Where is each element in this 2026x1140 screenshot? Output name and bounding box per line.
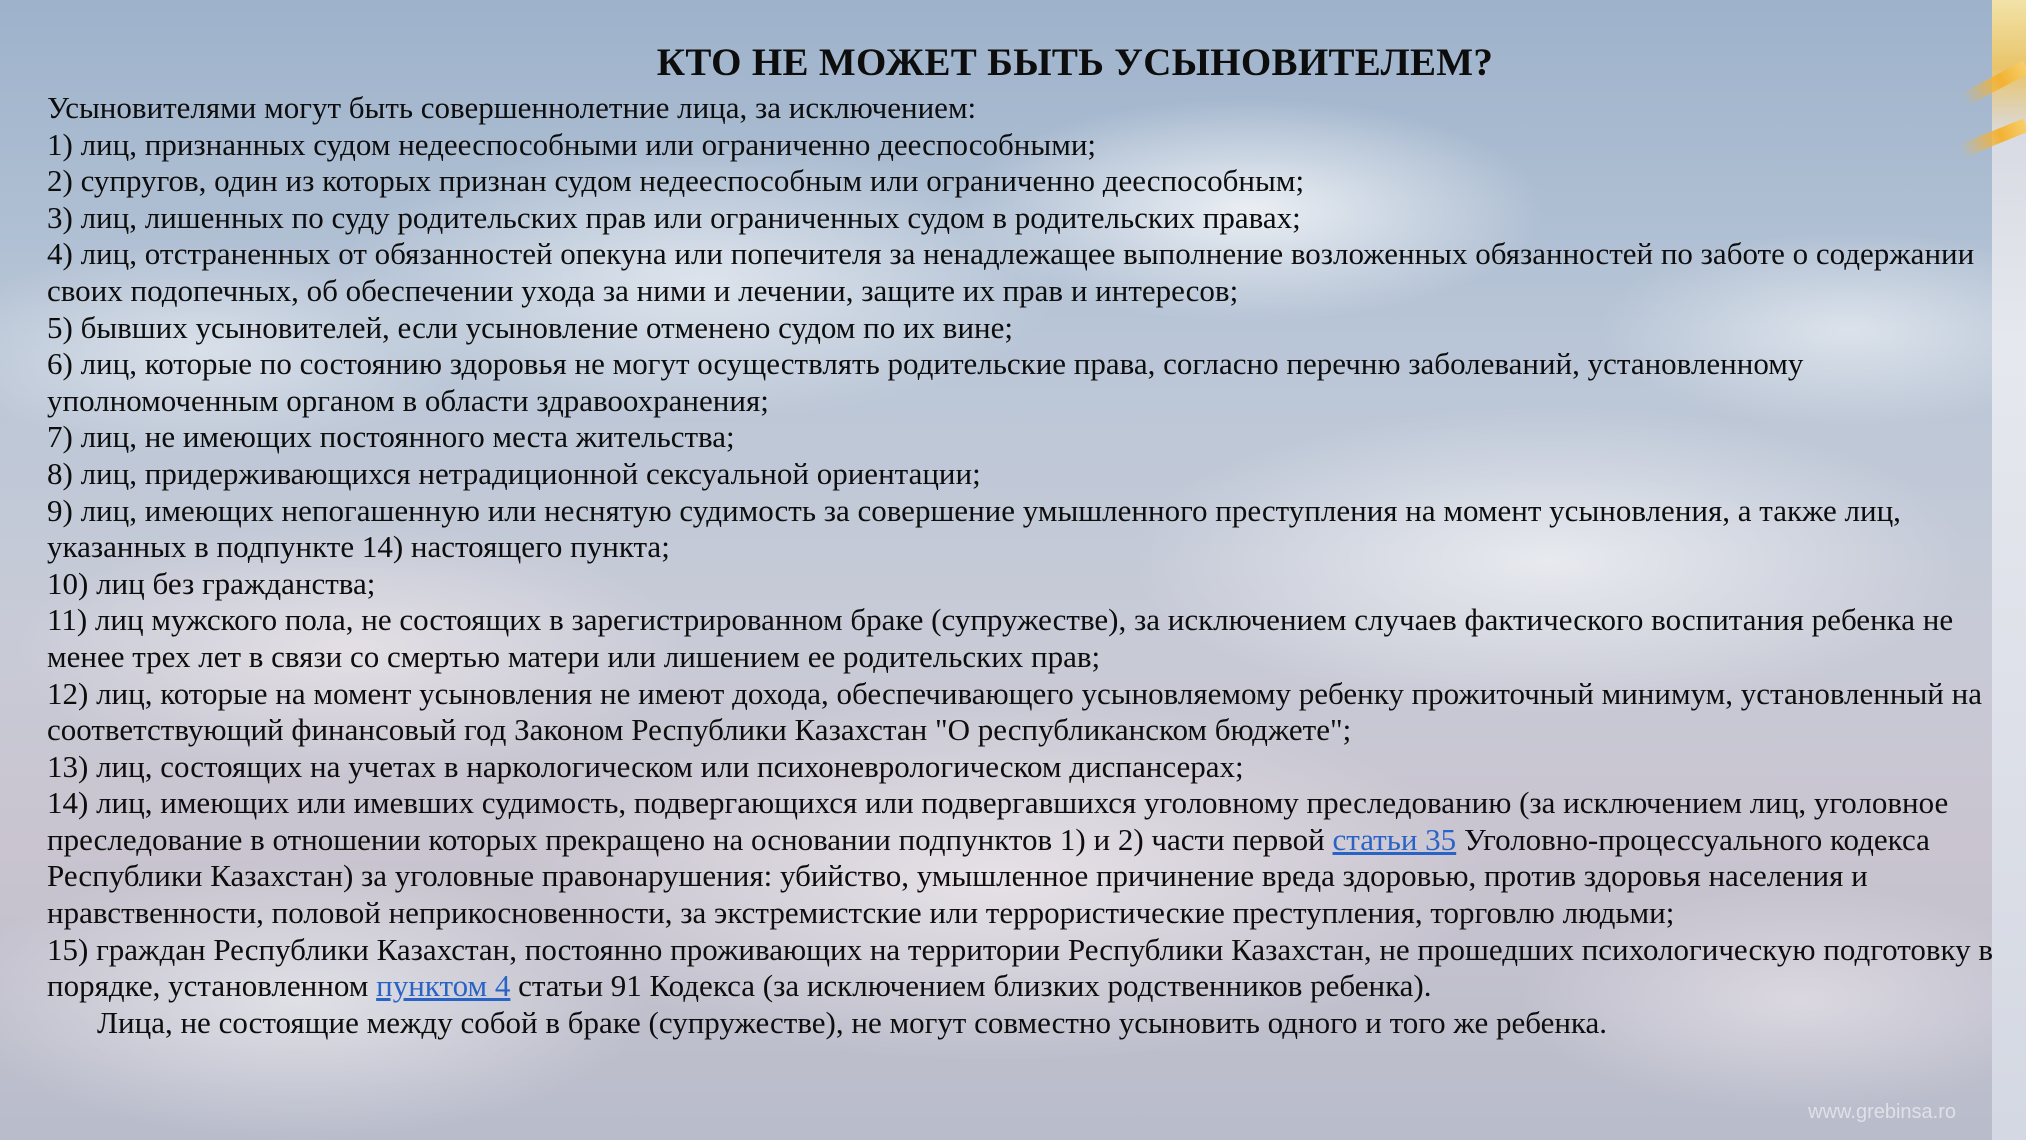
list-item: 4) лиц, отстраненных от обязанностей опекуна или попечителя за ненадлежащее выполнение возложенных обязанностей по заботе о содержании своих подопечных, об обеспечении ухода за ними и лечении, защите их прав и интересов; <box>47 236 1975 308</box>
list-item: 8) лиц, придерживающихся нетрадиционной сексуальной ориентации; <box>47 455 981 491</box>
point-4-link[interactable]: пунктом 4 <box>376 968 511 1004</box>
list-item: 12) лиц, которые на момент усыновления не имеют дохода, обеспечивающего усыновляемому ребенку прожиточный минимум, установленный на соответствующий финансовый год Законом Республики Казахстан "О республиканском бюджете"; <box>47 675 1982 748</box>
list-item: 3) лиц, лишенных по суду родительских прав или ограниченных судом в родительских правах; <box>47 199 1301 235</box>
list-item: 13) лиц, состоящих на учетах в наркологическом или психоневрологическом диспансерах; <box>47 748 1244 784</box>
item-14-text-before: 14) лиц, имеющих или имевших судимость, подвергающихся или подвергавшихся уголовному преследованию (за исключением лиц, уголовное преследование в отношении которых прекращено на основании подпунктов 1) и 2) части первой <box>47 785 1949 857</box>
list-item-14 <box>47 785 2007 931</box>
slide-body <box>47 90 2007 1041</box>
closing-paragraph: Лица, не состоящие между собой в браке (супружестве), не могут совместно усыновить одного и того же ребенка. <box>97 1004 1608 1040</box>
list-item: 9) лиц, имеющих непогашенную или неснятую судимость за совершение умышленного преступления на момент усыновления, а также лиц, указанных в подпункте 14) настоящего пункта; <box>47 492 1901 565</box>
item-15-text-before: 15) граждан Республики Казахстан, постоянно проживающих на территории Республики Казахстан, не прошедших психологическую подготовку в порядке, установленном <box>47 931 1994 1004</box>
list-item: 11) лиц мужского пола, не состоящих в зарегистрированном браке (супружестве), за исключением случаев фактического воспитания ребенка не менее трех лет в связи со смертью матери или лишением ее родительских прав; <box>47 602 1954 674</box>
slide-title: КТО НЕ МОЖЕТ БЫТЬ УСЫНОВИТЕЛЕМ? <box>656 41 1494 84</box>
list-item: 2) супругов, один из которых признан судом недееспособным или ограниченно дееспособным; <box>47 163 1305 199</box>
list-item: 6) лиц, которые по состоянию здоровья не могут осуществлять родительские права, согласно перечню заболеваний, установленному уполномоченным органом в области здравоохранения; <box>47 346 1804 418</box>
article-35-link[interactable]: статьи 35 <box>1332 821 1457 857</box>
item-15-text-after: статьи 91 Кодекса (за исключением близких родственников ребенка). <box>510 968 1432 1004</box>
watermark: www.grebinsa.ro <box>1808 1101 1956 1123</box>
list-item: 10) лиц без гражданства; <box>47 565 376 601</box>
list-item: 1) лиц, признанных судом недееспособными или ограниченно дееспособными; <box>47 126 1097 162</box>
intro-paragraph: Усыновителями могут быть совершеннолетние лица, за исключением: <box>47 90 977 125</box>
list-item-15 <box>47 932 2007 1005</box>
item-14-text-after: Уголовно-процессуального кодекса Республики Казахстан) за уголовные правонарушения: убийство, умышленное причинение вреда здоровью, против здоровья населения и нравственности, половой неприкосновенности, за экстремистские или террористические преступления, торговлю людьми; <box>47 821 1930 931</box>
list-item: 7) лиц, не имеющих постоянного места жительства; <box>47 419 735 455</box>
list-item: 5) бывших усыновителей, если усыновление отменено судом по их вине; <box>47 309 1013 345</box>
